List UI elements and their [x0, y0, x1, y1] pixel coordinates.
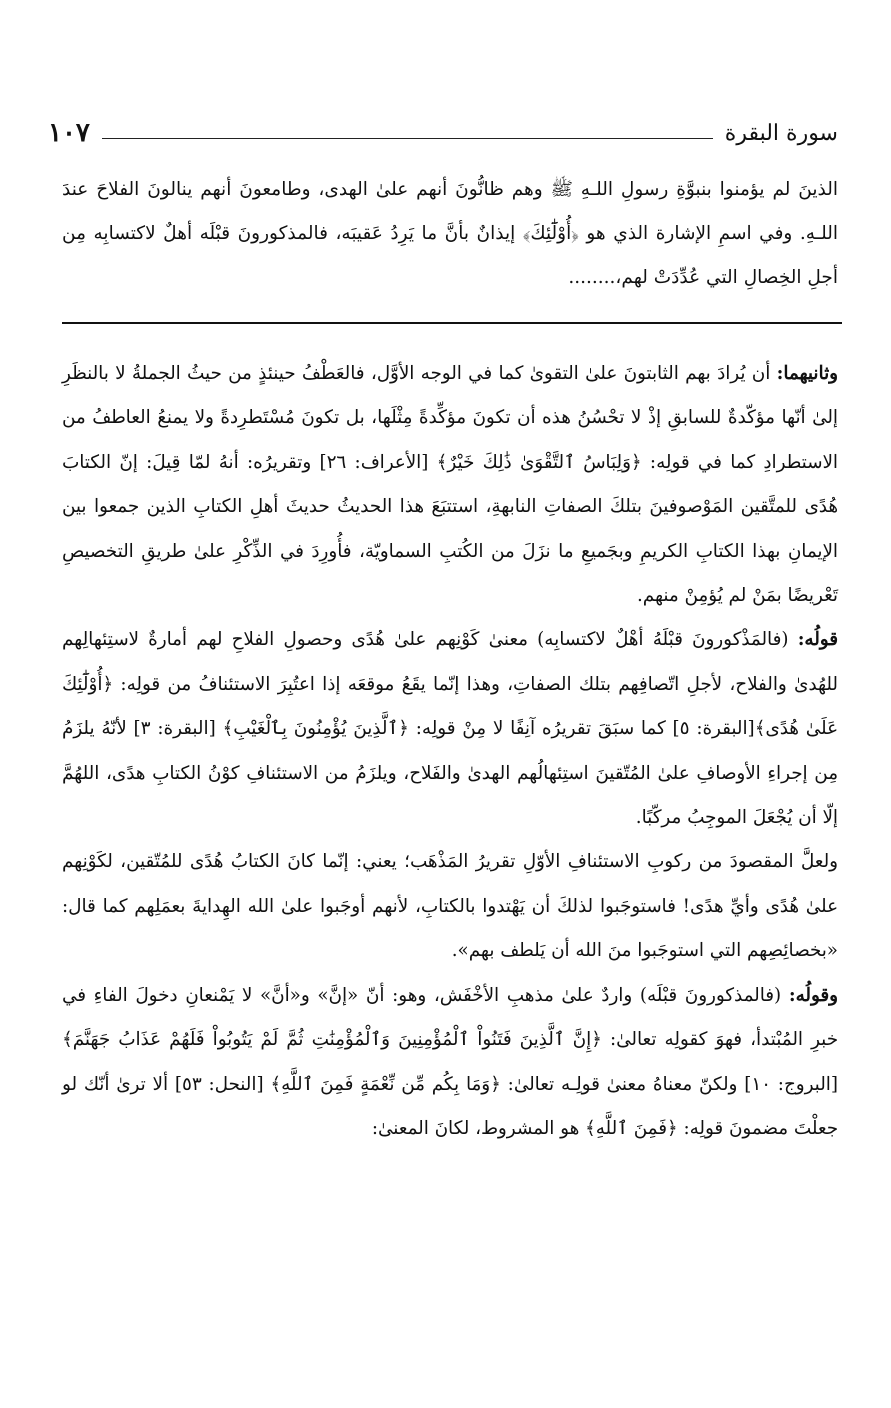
- paragraph-lead: قولُه:: [797, 629, 838, 651]
- running-title: سورة البقرة: [724, 120, 838, 146]
- section-separator: [62, 322, 842, 324]
- paragraph-lead: وثانيهما:: [776, 363, 838, 384]
- commentary-body: [62, 352, 838, 1151]
- paragraph: [62, 974, 838, 1152]
- paragraph: [62, 352, 838, 618]
- paragraph-text: (فالمذكورونَ قبْلَه) واردٌ علىٰ مذهبِ الأخْفَش، وهو: أنّ «إنَّ» و«أنَّ» لا يَمْنعانِ دخولَ الفاءِ في خبرِ المُبْتدأ، فهوَ كقولِه تعالىٰ: ﴿إِنَّ ٱلَّذِينَ فَتَنُواْ ٱلْمُؤْمِنِينَ وَٱلْمُؤْمِنَٰتِ ثُمَّ لَمْ يَتُوبُواْ فَلَهُمْ عَذَابُ جَهَنَّمَ﴾ [البروج: ١٠] ولكنّ معناهُ معنىٰ قولِـه تعالىٰ: ﴿وَمَا بِكُم مِّن نِّعْمَةٍ فَمِنَ ٱللَّهِ﴾ [النحل: ٥٣] ألا ترىٰ أنّك لو جعلْتَ مضمونَ قولِه: ﴿فَمِنَ ٱللَّهِ﴾ هو المشروط، لكانَ المعنىٰ:: [62, 984, 838, 1139]
- upper-text-block: [62, 168, 838, 300]
- upper-text: الذينَ لم يؤمنوا بنبوَّةِ رسولِ اللـهِ ﷺ وهم ظانُّونَ أنهم علىٰ الهدى، وطامعونَ أنهم ينالونَ الفلاحَ عندَ اللـهِ. وفي اسمِ الإشارة الذي هو ﴿أُوْلَٰٓئِكَ﴾ إيذانٌ بأنَّ ما يَرِدُ عَقيبَه، فالمذكورونَ قبْلَه أهلٌ لاكتسابِه مِن أجلِ الخِصالِ التي عُدِّدَتْ لهم،........: [62, 179, 838, 288]
- paragraph: [62, 618, 838, 840]
- paragraph-lead: وقولُه:: [788, 984, 838, 1006]
- page-number: ١٠٧: [48, 118, 90, 148]
- page-header: [48, 116, 838, 150]
- paragraph-text: (فالمَذْكورونَ قبْلَهُ أهْلٌ لاكتسابِه) معنىٰ كَوْنِهم علىٰ هُدًى وحصولِ الفلاحِ لهم أمارةٌ لاستِئهالِهم للهُدىٰ والفلاح، لأجلِ اتّصافِهم بتلك الصفاتِ، وهذا إنّما يقَعُ موقعَه إذا اعتُبِرَ الاستئنافُ من قولِه: ﴿أُوْلَٰٓئِكَ عَلَىٰ هُدًى﴾[البقرة: ٥] كما سبَقَ تقريرُه آنِفًا لا مِنْ قولِه: ﴿ٱلَّذِينَ يُؤْمِنُونَ بِٱلْغَيْبِ﴾ [البقرة: ٣] لأنّهُ يلزَمُ مِن إجراءِ الأوصافِ علىٰ المُتّقينَ استِئهالُهم الهدىٰ والفَلاح، ويلزَمُ من الاستئنافِ كوْنُ الكتابِ هدًى، اللهُمَّ إلّا أن يُجْعَلَ الموجِبُ مركّبًا.: [62, 629, 838, 829]
- paragraph-text: ولعلَّ المقصودَ من ركوبِ الاستئنافِ الأوّلِ تقريرُ المَذْهَب؛ يعني: إنّما كانَ الكتابُ هُدًى للمُتّقين، لكَوْنِهم علىٰ هُدًى وأيِّ هدًى! فاستوجَبوا لذلكَ أن يَهْتدوا بالكتابِ، لأنهم أوجَبوا علىٰ الله الهِدايةَ بعمَلِهم كما قال: «بخصائِصِهم التي استوجَبوا منَ الله أن يَلطف بهم».: [62, 851, 838, 962]
- header-rule: [102, 138, 713, 139]
- paragraph-text: أن يُرادَ بهم الثابتونَ علىٰ التقوىٰ كما في الوجه الأوَّل، فالعَطْفُ حينئذٍ من حيثُ الجملةُ لا بالنظَرِ إلىٰ أنّها مؤكّدةٌ للسابقِ إذْ لا تحْسُنُ هذه أن تكونَ مؤكِّدةً مِثْلَها، بل تكونَ مُسْتَطرِدةً ولا يمنعُ العاطفُ من الاستطرادِ كما في قولِه: ﴿وَلِبَاسُ ٱلتَّقْوَىٰ ذَٰلِكَ خَيْرٌ﴾ [الأعراف: ٢٦] وتقريرُه: أنهُ لمّا قِيلَ: إنّ الكتابَ هُدًى للمتَّقين المَوْصوفينَ بتلكَ الصفاتِ النابهةِ، استتبَعَ هذا الحديثُ حديثَ أهلِ الكتابِ الذين جمعوا بين الإيمانِ بهذا الكتابِ الكريمِ وبجَميعِ ما نزَلَ من الكُتبِ السماويّة، فأُورِدَ في الذِّكْرِ علىٰ طريقِ التخصيصِ تَعْريضًا بمَنْ لم يُؤمِنْ منهم.: [62, 363, 838, 607]
- paragraph: [62, 840, 838, 973]
